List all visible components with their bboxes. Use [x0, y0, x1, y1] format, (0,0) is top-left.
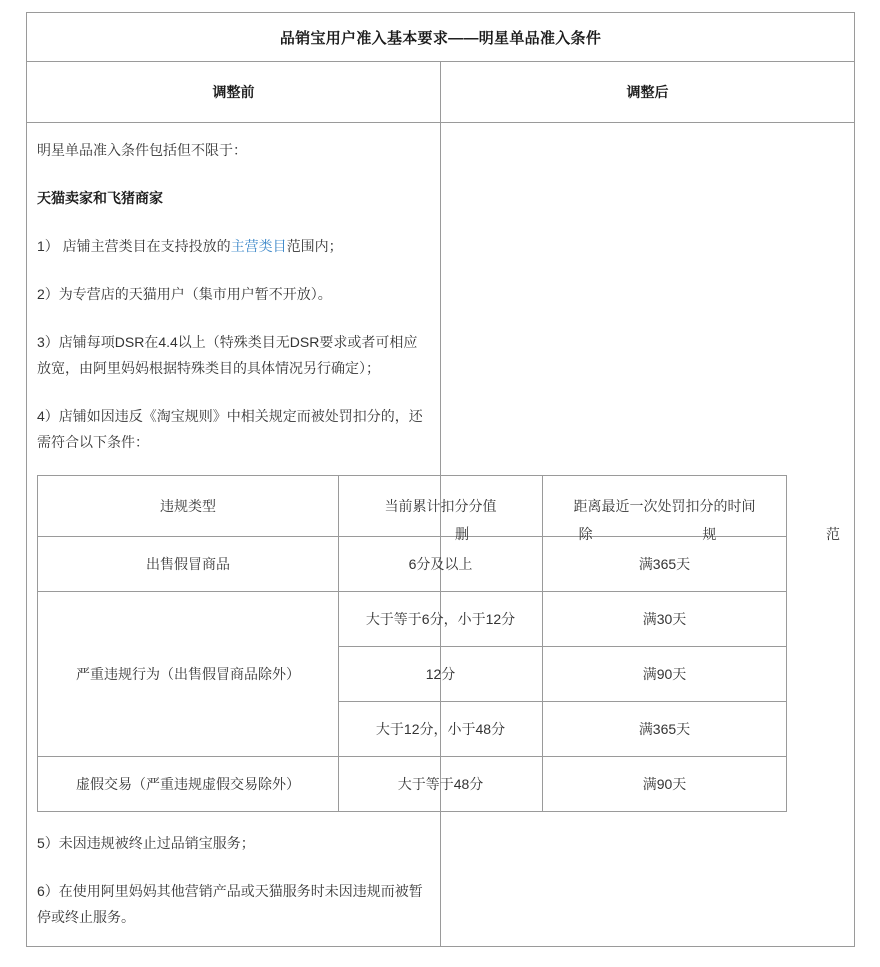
- column-header-after: 调整后: [441, 62, 855, 123]
- column-header-before: 调整前: [27, 62, 441, 123]
- violation-cell-score: 大于等于6分，小于12分: [339, 592, 543, 647]
- violation-cell-duration: 满90天: [543, 647, 787, 702]
- violation-cell-duration: 满90天: [543, 757, 787, 812]
- condition-item-1-suffix: 范围内；: [286, 238, 343, 254]
- main-category-link[interactable]: 主营类目: [230, 238, 287, 254]
- document-title: 品销宝用户准入基本要求——明星单品准入条件: [27, 13, 855, 62]
- violation-cell-duration: 满365天: [543, 702, 787, 757]
- condition-item-1: [37, 233, 430, 259]
- condition-item-4: 4）店铺如因违反《淘宝规则》中相关规定而被处罚扣分的，还需符合以下条件：: [37, 408, 423, 450]
- title-row: [27, 13, 855, 62]
- seller-subtitle: 天猫卖家和飞猪商家: [37, 190, 163, 206]
- violation-header-score: 当前累计扣分分值: [339, 476, 543, 537]
- intro-text: 明星单品准入条件包括但不限于：: [37, 142, 247, 158]
- condition-item-2: 2）为专营店的天猫用户（集市用户暂不开放）。: [37, 286, 332, 302]
- condition-item-5: 5）未因违规被终止过品销宝服务；: [37, 835, 255, 851]
- violation-header-type: 违规类型: [38, 476, 339, 537]
- after-content-cell: 删除规范: [441, 123, 855, 947]
- comparison-table: [26, 12, 855, 947]
- violation-cell-score: 大于等于48分: [339, 757, 543, 812]
- condition-item-6: 6）在使用阿里妈妈其他营销产品或天猫服务时未因违规而被暂停或终止服务。: [37, 883, 423, 925]
- violation-cell-score: 6分及以上: [339, 537, 543, 592]
- violation-cell-type: 虚假交易（严重违规虚假交易除外）: [38, 757, 339, 812]
- violation-cell-type: 出售假冒商品: [38, 537, 339, 592]
- condition-item-1-prefix: 1） 店铺主营类目在支持投放的: [37, 238, 231, 254]
- content-row: [27, 123, 855, 947]
- violation-cell-duration: 满30天: [543, 592, 787, 647]
- violation-cell-score: 大于12分，小于48分: [339, 702, 543, 757]
- violation-cell-duration: 满365天: [543, 537, 787, 592]
- violation-cell-score: 12分: [339, 647, 543, 702]
- column-header-row: [27, 62, 855, 123]
- violation-header-duration: 距离最近一次处罚扣分的时间: [543, 476, 787, 537]
- condition-item-3: 3）店铺每项DSR在4.4以上（特殊类目无DSR要求或者可相应放宽，由阿里妈妈根据特殊类目的具体情况另行确定）；: [37, 334, 418, 376]
- violation-cell-type: 严重违规行为（出售假冒商品除外）: [38, 592, 339, 757]
